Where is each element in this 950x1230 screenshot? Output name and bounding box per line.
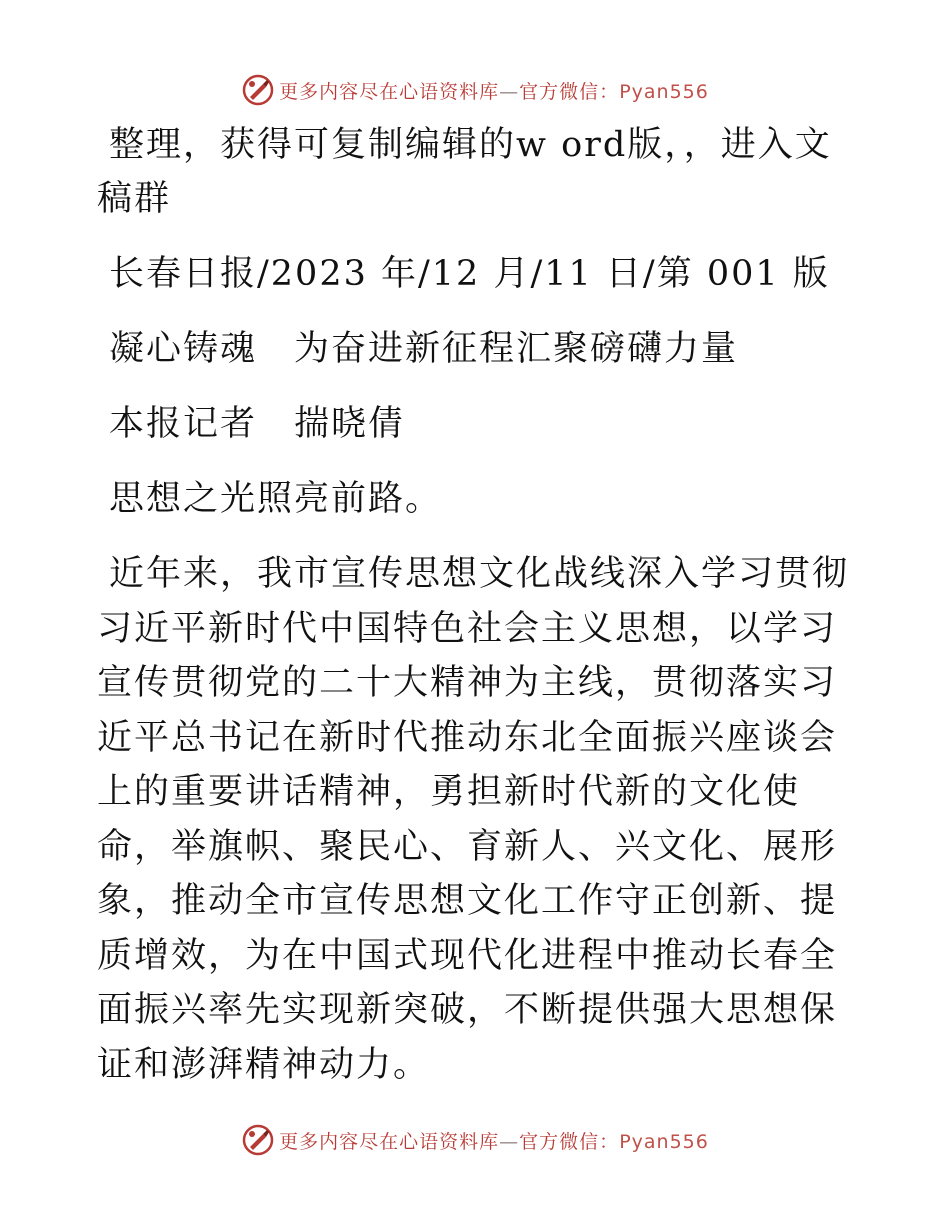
intro-line: 整理，获得可复制编辑的w ord版，，进入文稿群 xyxy=(97,125,832,219)
document-body xyxy=(97,118,857,1113)
watermark-footer xyxy=(0,1120,950,1160)
lead-paragraph: 思想之光照亮前路。 xyxy=(109,479,443,519)
byline: 本报记者 揣晓倩 xyxy=(109,404,406,444)
watermark-text: 更多内容尽在心语资料库—官方微信：Pyan556 xyxy=(279,1130,709,1153)
watermark-text: 更多内容尽在心语资料库—官方微信：Pyan556 xyxy=(279,80,709,103)
watermark-header xyxy=(0,70,950,110)
source-line: 长春日报/2023 年/12 月/11 日/第 001 版 xyxy=(109,254,830,294)
headline: 凝心铸魂 为奋进新征程汇聚磅礴力量 xyxy=(109,329,739,369)
pen-seal-icon xyxy=(241,1123,275,1157)
pen-seal-icon xyxy=(241,73,275,107)
body-paragraph: 近年来，我市宣传思想文化战线深入学习贯彻习近平新时代中国特色社会主义思想，以学习宣传贯彻党的二十大精神为主线，贯彻落实习近平总书记在新时代推动东北全面振兴座谈会上的重要讲话精神，勇担新时代新的文化使命，举旗帜、聚民心、育新人、兴文化、展形象，推动全市宣传思想文化工作守正创新、提质增效，为在中国式现代化进程中推动长春全面振兴率先实现新突破，不断提供强大思想保证和澎湃精神动力。 xyxy=(97,554,850,1085)
